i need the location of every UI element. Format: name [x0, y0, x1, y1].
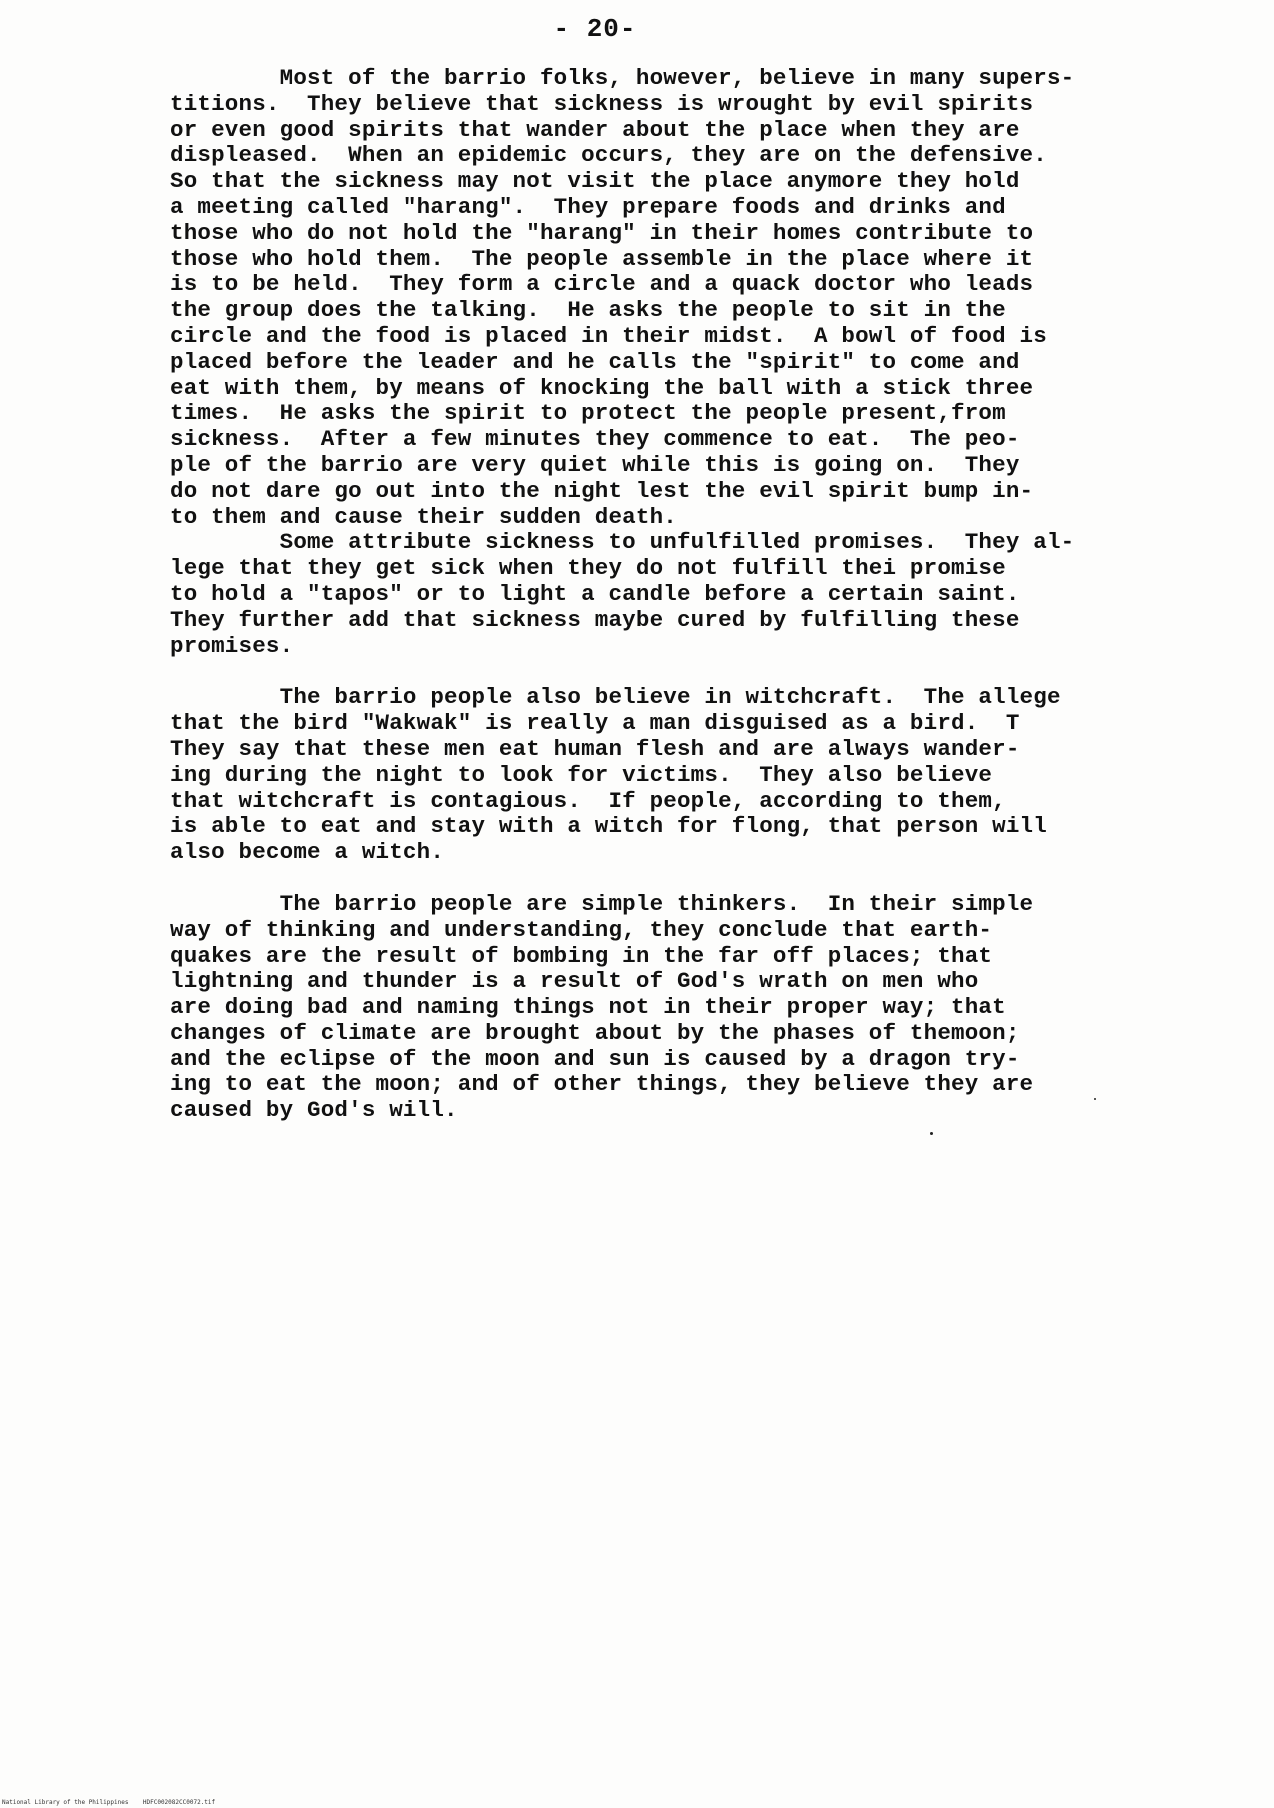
paragraph-gap — [170, 659, 1170, 685]
paragraph-simple-thinkers: The barrio people are simple thinkers. In their simple way of thinking and understanding, they conclude that earth- quakes are the result of bombing in the far off places; that lightning and thunder is a result of God's wrath on men who are doing bad and naming things not in their proper way; that changes of climate are brought about by the phases of themoon; and the eclipse of the moon and sun is caused by a dragon try- ing to eat the moon; and of other things, they believe they are caused by God's will. — [170, 890, 1034, 1124]
scan-footer: National Library of the Philippines HDFC002082CC0072.tif — [2, 1799, 216, 1806]
paragraph-gap — [170, 866, 1170, 892]
body-text — [170, 66, 1170, 1124]
page-number: - 20- — [553, 14, 637, 44]
ink-speck — [1094, 1098, 1096, 1100]
ink-speck — [930, 1132, 933, 1135]
paragraph-witchcraft: The barrio people also believe in witchcraft. The allege that the bird "Wakwak" is really a man disguised as a bird. T They say that these men eat human flesh and are always wander- ing during the night to look for victims. They also believe that witchcraft is contagious. If people, according to them, is able to eat and stay with a witch for flong, that person will also become a witch. — [170, 684, 1061, 866]
paragraph-superstitions: Most of the barrio folks, however, believe in many supers- titions. They believe that sickness is wrought by evil spirits or even good spirits that wander about the place when they are displeased. When an epidemic occurs, they are on the defensive. So that the sickness may not visit the place anymore they hold a meeting called "harang". They prepare foods and drinks and those who do not hold the "harang" in their homes contribute to those who hold them. The people assemble in the place where it is to be held. They form a circle and a quack doctor who leads the group does the talking. He asks the people to sit in the circle and the food is placed in their midst. A bowl of food is placed before the leader and he calls the "spirit" to come and eat with them, by means of knocking the ball with a stick three times. He asks the spirit to protect the people present,from sickness. After a few minutes they commence to eat. The peo- ple of the barrio are very quiet while this is going on. They do not dare go out into the night lest the evil spirit bump in- to them and cause their sudden death. — [170, 65, 1075, 530]
paragraph-unfulfilled-promises: Some attribute sickness to unfulfilled promises. They al- lege that they get sick when they do not fulfill thei promise to hold a "tapos" or to light a candle before a certain saint. They further add that sickness maybe cured by fulfilling these promises. — [170, 529, 1075, 659]
